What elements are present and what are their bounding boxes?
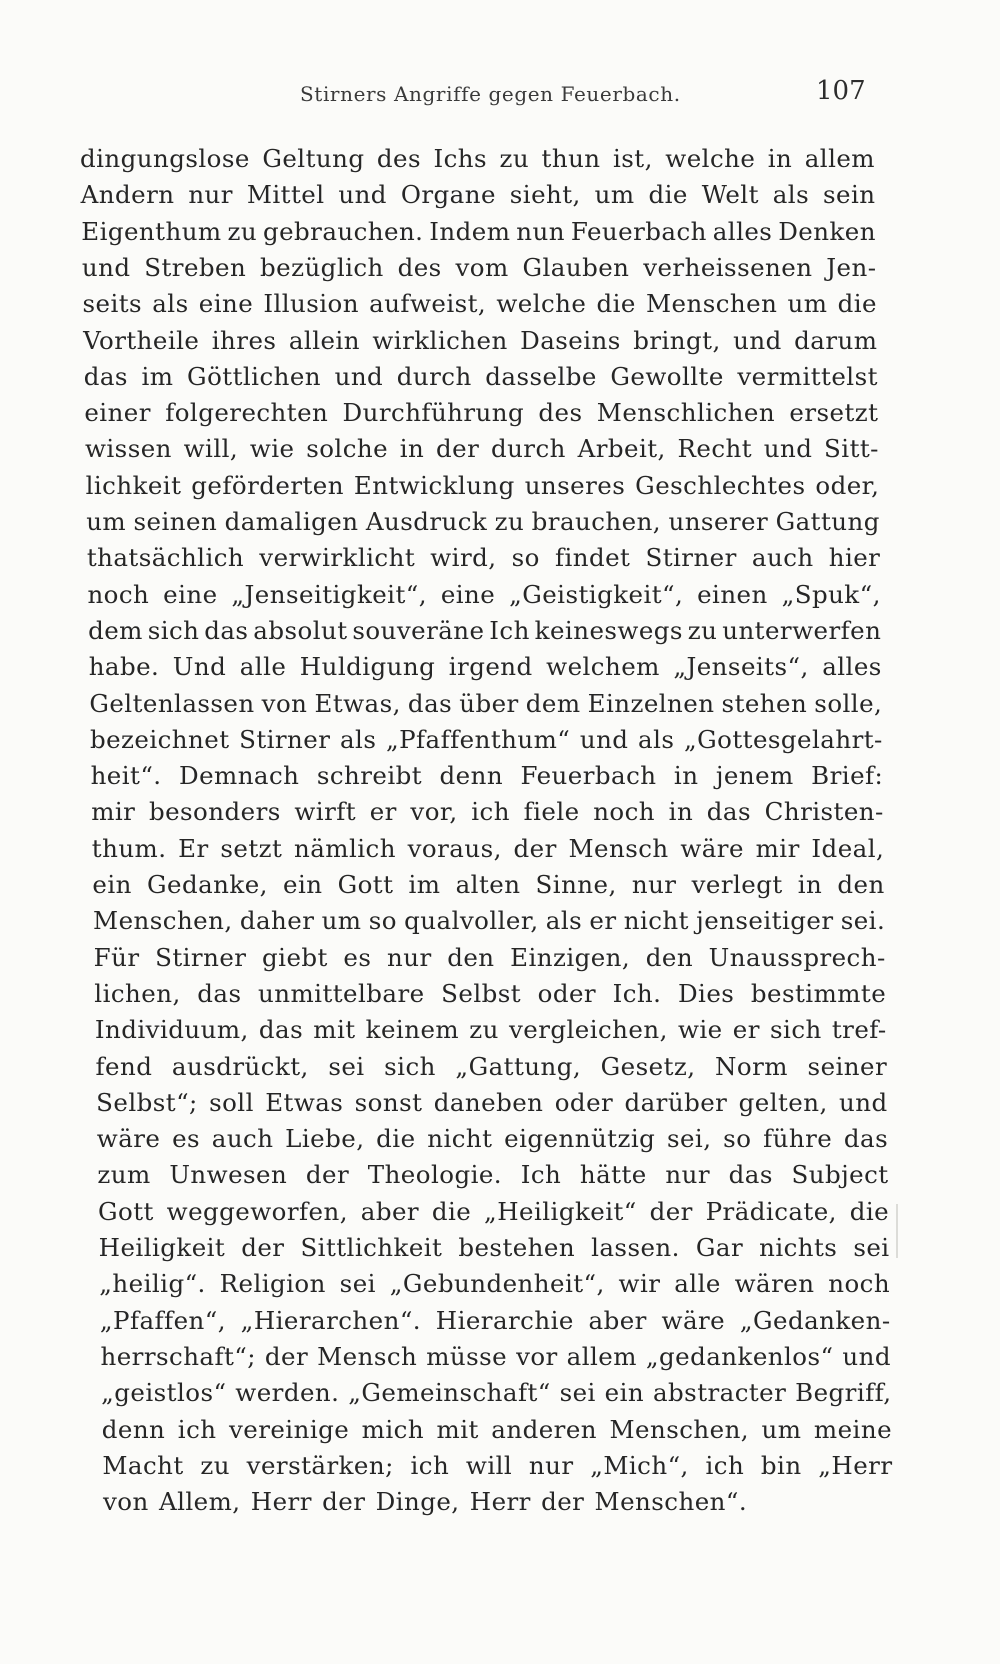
text-line: noch eine „Jenseitigkeit“, eine „Geistigkeit“, einen „Spuk“, bbox=[87, 579, 881, 609]
scan-mark bbox=[896, 1204, 898, 1258]
text-line: Selbst“; soll Etwas sonst daneben oder darüber gelten, und bbox=[96, 1087, 888, 1117]
text-line: fend ausdrückt, sei sich „Gattung, Gesetz, Norm seiner bbox=[95, 1051, 888, 1081]
text-line: thum. Er setzt nämlich voraus, der Mensch wäre mir Ideal, bbox=[91, 833, 885, 863]
text-line: „geistlos“ werden. „Gemeinschaft“ sei ein abstracter Begriff, bbox=[101, 1378, 892, 1408]
text-line: lichen, das unmittelbare Selbst oder Ich. Dies bestimmte bbox=[94, 978, 887, 1008]
text-line: von Allem, Herr der Dinge, Herr der Menschen“. bbox=[103, 1487, 748, 1517]
text-line: thatsächlich verwirklicht wird, so findet Stirner auch hier bbox=[86, 543, 881, 573]
text-line: zum Unwesen der Theologie. Ich hätte nur das Subject bbox=[97, 1160, 889, 1190]
text-line: Heiligkeit der Sittlichkeit bestehen lassen. Gar nichts sei bbox=[98, 1233, 890, 1262]
text-line: „heilig“. Religion sei „Gebundenheit“, wir alle wären noch bbox=[99, 1269, 891, 1299]
text-line: heit“. Demnach schreibt denn Feuerbach in jenem Brief: bbox=[90, 761, 884, 791]
text-line: Eigenthum zu gebrauchen. Indem nun Feuerbach alles Denken bbox=[81, 216, 876, 246]
text-line: Menschen, daher um so qualvoller, als er nicht jenseitiger sei. bbox=[93, 906, 886, 936]
text-line: herrschaft“; der Mensch müsse vor allem „gedankenlos“ und bbox=[100, 1341, 892, 1371]
text-line: „Pfaffen“, „Hierarchen“. Hierarchie aber wäre „Gedanken- bbox=[99, 1305, 891, 1335]
text-line: Vortheile ihres allein wirklichen Daseins bringt, und darum bbox=[83, 325, 878, 355]
text-line: Geltenlassen von Etwas, das über dem Einzelnen stehen solle, bbox=[89, 688, 883, 718]
text-line: einer folgerechten Durchführung des Menschlichen ersetzt bbox=[84, 398, 879, 428]
text-line: Gott weggeworfen, aber die „Heiligkeit“ der Prädicate, die bbox=[98, 1196, 890, 1226]
text-line: mir besonders wirft er vor, ich fiele noch in das Christen- bbox=[91, 797, 884, 827]
text-line: Macht zu verstärken; ich will nur „Mich“, ich bin „Herr bbox=[102, 1450, 893, 1480]
text-line: Für Stirner giebt es nur den Einzigen, den Unaussprech- bbox=[93, 942, 886, 972]
text-line: um seinen damaligen Ausdruck zu brauchen, unserer Gattung bbox=[86, 507, 880, 536]
text-line: lichkeit geförderten Entwicklung unseres Geschlechtes oder, bbox=[85, 470, 880, 500]
text-line: habe. Und alle Huldigung irgend welchem „Jenseits“, alles bbox=[88, 652, 882, 682]
text-line: das im Göttlichen und durch dasselbe Gewollte vermittelst bbox=[83, 361, 878, 391]
text-line: dem sich das absolut souveräne Ich keineswegs zu unterwerfen bbox=[88, 615, 882, 645]
text-line: wissen will, wie solche in der durch Arbeit, Recht und Sitt- bbox=[84, 434, 879, 464]
text-line: wäre es auch Liebe, die nicht eigennützig sei, so führe das bbox=[96, 1124, 889, 1154]
text-line: bezeichnet Stirner als „Pfaffenthum“ und als „Gottesgelahrt- bbox=[89, 724, 883, 754]
text-line: denn ich vereinige mich mit anderen Menschen, um meine bbox=[101, 1414, 893, 1444]
running-title: Stirners Angriffe gegen Feuerbach. bbox=[300, 82, 681, 106]
text-line: dingungslose Geltung des Ichs zu thun ist, welche in allem bbox=[80, 144, 875, 173]
page-number: 107 bbox=[816, 76, 866, 106]
text-line: seits als eine Illusion aufweist, welche die Menschen um die bbox=[82, 289, 877, 319]
text-line: Individuum, das mit keinem zu vergleichen, wie er sich tref- bbox=[94, 1015, 887, 1045]
text-line: und Streben bezüglich des vom Glauben verheissenen Jen- bbox=[81, 252, 877, 282]
text-line: ein Gedanke, ein Gott im alten Sinne, nur verlegt in den bbox=[92, 870, 885, 899]
text-line: Andern nur Mittel und Organe sieht, um die Welt als sein bbox=[80, 180, 876, 210]
